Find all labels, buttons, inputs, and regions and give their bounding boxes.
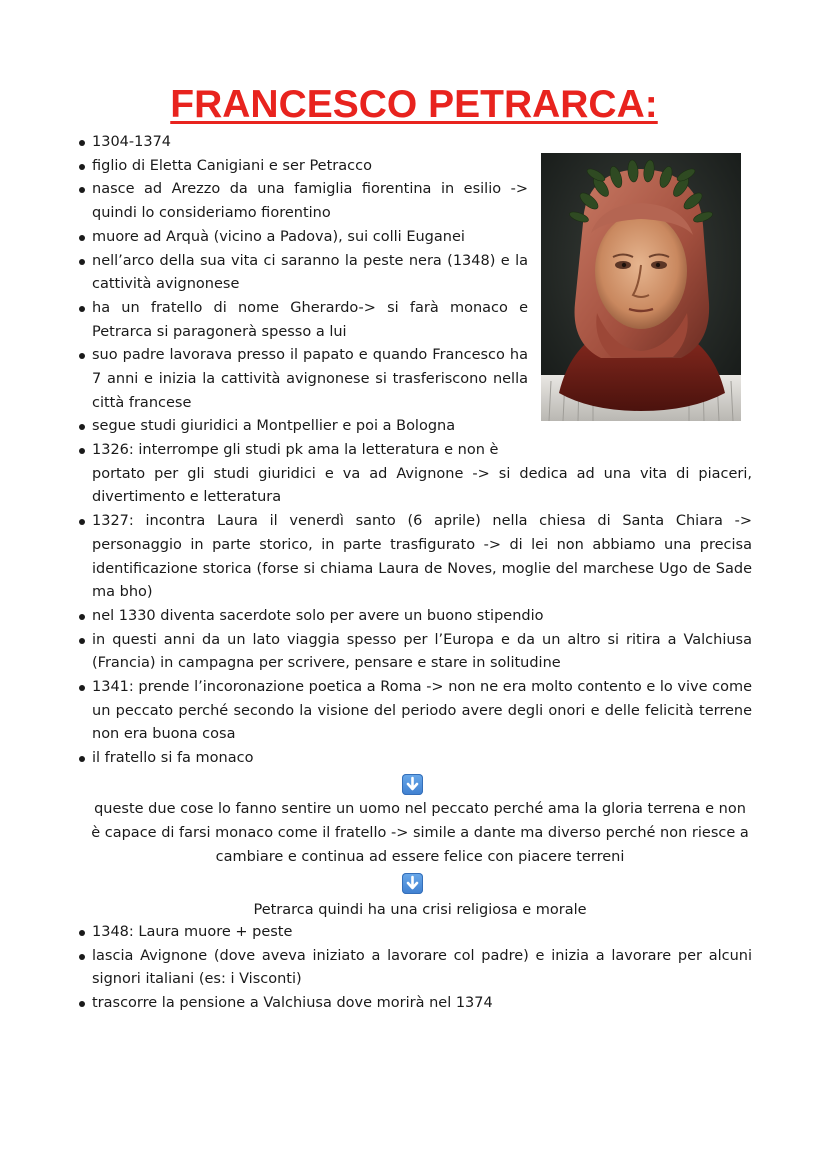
list-item: trascorre la pensione a Valchiusa dove morirà nel 1374 (78, 992, 752, 1016)
biography-list-bottom (78, 921, 752, 1016)
biography-list-middle (78, 439, 752, 771)
list-item: lascia Avignone (dove aveva iniziato a lavorare col padre) e inizia a lavorare per alcuni signori italiani (es: i Visconti) (78, 945, 752, 992)
list-item: segue studi giuridici a Montpellier e poi a Bologna (78, 415, 528, 439)
biography-list-top (78, 131, 528, 439)
conclusion-paragraph: queste due cose lo fanno sentire un uomo nel peccato perché ama la gloria terrena e non è capace di farsi monaco come il fratello -> simile a dante ma diverso perché non riesce a cambiare e continua ad essere felice con piacere terreni (91, 801, 749, 865)
crisis-statement: Petrarca quindi ha una crisi religiosa e morale (253, 902, 587, 918)
list-item: nell’arco della sua vita ci saranno la peste nera (1348) e la cattività avignonese (78, 250, 528, 297)
page-title: FRANCESCO PETRARCA: (170, 83, 658, 126)
list-item: 1326: interrompe gli studi pk ama la letteratura e non è portato per gli studi giuridici e va ad Avignone -> si dedica ad una vita di piaceri, divertimento e letteratura (78, 439, 752, 510)
list-item: suo padre lavorava presso il papato e quando Francesco ha 7 anni e inizia la cattività avignonese si trasferiscono nella città francese (78, 344, 528, 415)
list-item: il fratello si fa monaco (78, 747, 752, 771)
list-item: muore ad Arquà (vicino a Padova), sui colli Euganei (78, 226, 528, 250)
list-item: 1327: incontra Laura il venerdì santo (6 aprile) nella chiesa di Santa Chiara -> personaggio in parte storico, in parte trasfigurato -> di lei non abbiamo una precisa identificazione storica (forse si chiama Laura de Noves, moglie del marchese Ugo de Sade ma bho) (78, 510, 752, 605)
list-item: figlio di Eletta Canigiani e ser Petracco (78, 155, 528, 179)
list-item: in questi anni da un lato viaggia spesso per l’Europa e da un altro si ritira a Valchiusa (Francia) in campagna per scrivere, pensare e stare in solitudine (78, 629, 752, 676)
list-item: nel 1330 diventa sacerdote solo per avere un buono stipendio (78, 605, 752, 629)
down-arrow-icon (402, 873, 423, 894)
list-item: nasce ad Arezzo da una famiglia fiorentina in esilio -> quindi lo consideriamo fiorentino (78, 178, 528, 225)
list-item: 1304-1374 (78, 131, 528, 155)
list-item: ha un fratello di nome Gherardo-> si farà monaco e Petrarca si paragonerà spesso a lui (78, 297, 528, 344)
petrarca-portrait (541, 153, 741, 421)
list-item: 1341: prende l’incoronazione poetica a Roma -> non ne era molto contento e lo vive come un peccato perché secondo la visione del periodo avere degli onori e delle felicità terrene non era buona cosa (78, 676, 752, 747)
down-arrow-icon (402, 774, 423, 795)
list-item: 1348: Laura muore + peste (78, 921, 752, 945)
